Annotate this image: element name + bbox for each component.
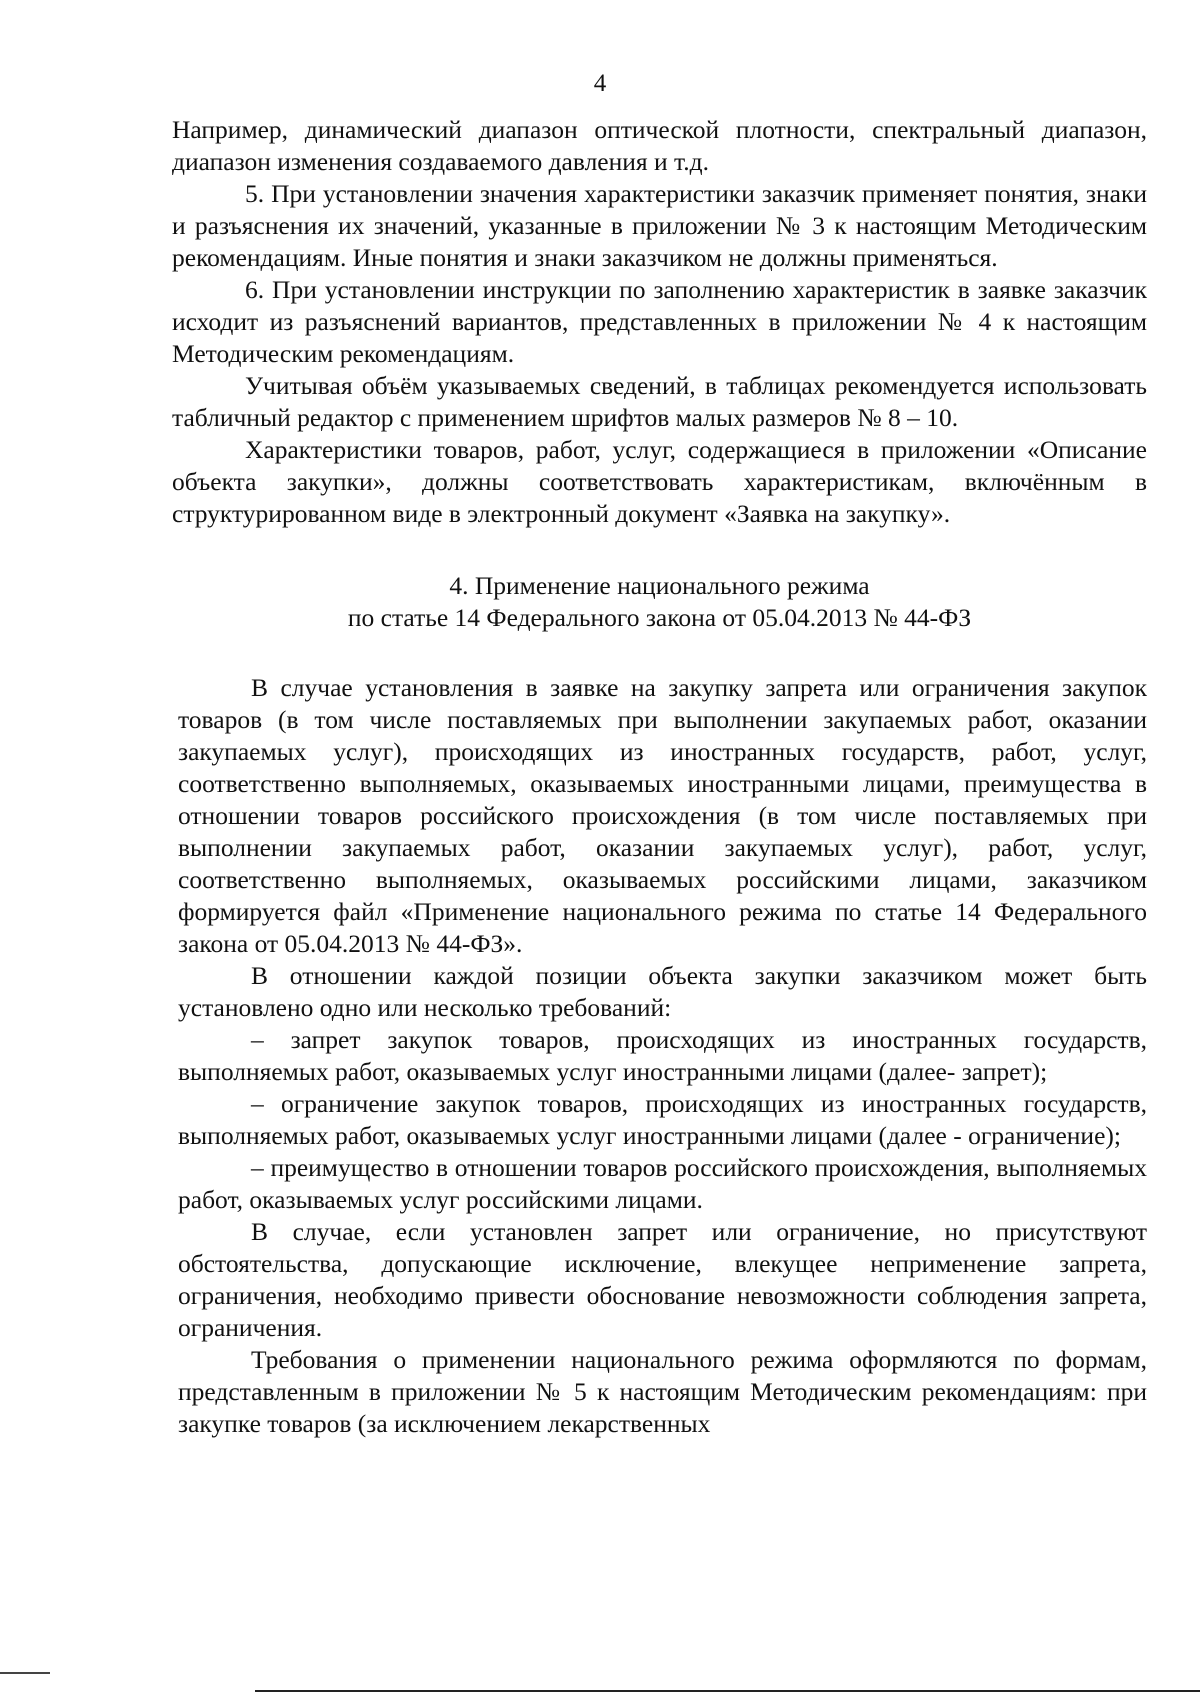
paragraph: В случае, если установлен запрет или ограничение, но присутствуют обстоятельства, допускающие исключение, влекущее неприменение запрета, ограничения, необходимо привести обоснование невозможности соблюдения запрета, ограничения.: [178, 1217, 1147, 1342]
bottom-rule: [255, 1690, 1200, 1692]
section-heading-line-1: 4. Применение национального режима: [449, 571, 870, 600]
scan-mark: [0, 1672, 50, 1674]
paragraph: В случае установления в заявке на закупку запрета или ограничения закупок товаров (в том числе поставляемых при выполнении закупаемых работ, оказании закупаемых услуг), происходящих из иностранных государств, работ, услуг, соответственно выполняемых, оказываемых иностранными лицами, преимущества в отношении товаров российского происхождения (в том числе поставляемых при выполнении закупаемых работ, оказании закупаемых услуг), работ, услуг, соответственно выполняемых, оказываемых российскими лицами, заказчиком формируется файл «Применение национального режима по статье 14 Федерального закона от 05.04.2013 № 44-ФЗ».: [178, 673, 1147, 958]
list-item: – ограничение закупок товаров, происходящих из иностранных государств, выполняемых работ, оказываемых услуг иностранными лицами (далее - ограничение);: [178, 1089, 1147, 1150]
paragraph: В отношении каждой позиции объекта закупки заказчиком может быть установлено одно или несколько требований:: [178, 961, 1147, 1022]
paragraph: Требования о применении национального режима оформляются по формам, представленным в приложении № 5 к настоящим Методическим рекомендациям: при закупке товаров (за исключением лекарственных: [178, 1345, 1147, 1438]
list-item: – запрет закупок товаров, происходящих из иностранных государств, выполняемых работ, оказываемых услуг иностранными лицами (далее- запрет);: [178, 1025, 1147, 1086]
paragraph: Учитывая объём указываемых сведений, в таблицах рекомендуется использовать табличный редактор с применением шрифтов малых размеров № 8 – 10.: [172, 371, 1147, 432]
paragraph: Например, динамический диапазон оптической плотности, спектральный диапазон, диапазон изменения создаваемого давления и т.д.: [172, 115, 1147, 176]
page-number: 4: [593, 70, 607, 97]
list-item: – преимущество в отношении товаров российского происхождения, выполняемых работ, оказываемых услуг российскими лицами.: [178, 1153, 1147, 1214]
document-body: [172, 114, 1147, 1440]
section-body: [172, 672, 1147, 1440]
section-heading: [172, 570, 1147, 634]
paragraph: 5. При установлении значения характеристики заказчик применяет понятия, знаки и разъяснения их значений, указанные в приложении № 3 к настоящим Методическим рекомендациям. Иные понятия и знаки заказчиком не должны применяться.: [172, 179, 1147, 272]
paragraph: Характеристики товаров, работ, услуг, содержащиеся в приложении «Описание объекта закупки», должны соответствовать характеристикам, включённым в структурированном виде в электронный документ «Заявка на закупку».: [172, 435, 1147, 528]
paragraph: 6. При установлении инструкции по заполнению характеристик в заявке заказчик исходит из разъяснений вариантов, представленных в приложении № 4 к настоящим Методическим рекомендациям.: [172, 275, 1147, 368]
section-heading-line-2: по статье 14 Федерального закона от 05.04.2013 № 44-ФЗ: [347, 603, 972, 632]
